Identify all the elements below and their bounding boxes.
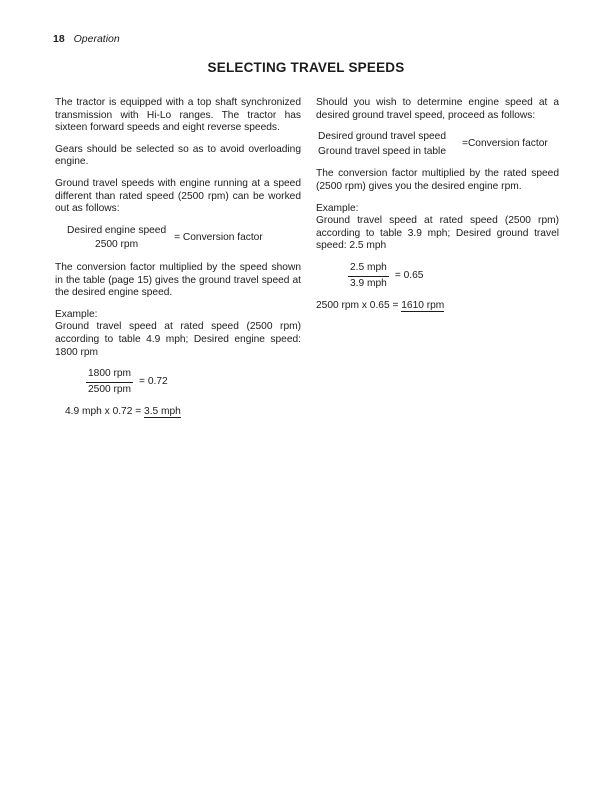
fraction-denominator: 2500 rpm (95, 239, 139, 251)
fraction (65, 225, 168, 252)
fraction (316, 131, 448, 158)
left-column (55, 97, 301, 419)
example-text: Ground travel speed at rated speed (2500 rpm) according to table 3.9 mph; Desired ground travel speed: 2.5 mph (316, 215, 559, 252)
paragraph: Ground travel speeds with engine running at a speed different than rated speed (2500 rpm) can be worked out as follows: (55, 177, 301, 215)
calculation-result: 3.5 mph (144, 406, 181, 418)
calculation-expression: 4.9 mph x 0.72 = (65, 406, 142, 418)
page-title: SELECTING TRAVEL SPEEDS (207, 60, 405, 75)
fraction (348, 262, 389, 290)
formula-result: =Conversion factor (462, 138, 548, 150)
example-text: Ground travel speed at rated speed (2500 rpm) according to table 4.9 mph; Desired engine speed: 1800 rpm (55, 321, 301, 358)
example-formula (348, 262, 559, 290)
formula-result: = Conversion factor (174, 232, 263, 244)
fraction-numerator: 1800 rpm (86, 368, 133, 383)
calculation (316, 300, 559, 313)
fraction-denominator: Ground travel speed in table (318, 145, 446, 157)
section-name: Operation (73, 33, 120, 45)
fraction-numerator: 2.5 mph (348, 262, 389, 277)
calculation-result: 1610 rpm (401, 300, 445, 312)
conversion-formula (316, 131, 559, 158)
example-label: Example: (316, 202, 359, 214)
formula-result: = 0.72 (139, 375, 168, 387)
fraction-denominator: 2500 rpm (88, 383, 132, 395)
page-number: 18 (53, 33, 65, 45)
right-column (316, 97, 559, 313)
page-header (53, 33, 120, 45)
fraction-numerator: Desired ground travel speed (318, 131, 446, 143)
conversion-formula (65, 225, 301, 252)
paragraph: Gears should be selected so as to avoid overloading engine. (55, 143, 301, 168)
calculation-expression: 2500 rpm x 0.65 = (316, 300, 399, 312)
paragraph: The conversion factor multiplied by the speed shown in the table (page 15) gives the ground travel speed at the desired engine speed. (55, 261, 301, 299)
example-formula (86, 368, 301, 396)
fraction-numerator: Desired engine speed (67, 224, 167, 236)
paragraph: The tractor is equipped with a top shaft synchronized transmission with Hi-Lo ranges. The tractor has sixteen forward speeds and eight reverse speeds. (55, 97, 301, 134)
calculation (65, 406, 301, 419)
fraction-denominator: 3.9 mph (350, 277, 387, 289)
fraction (86, 368, 133, 396)
paragraph: Should you wish to determine engine speed at a desired ground travel speed, proceed as follows: (316, 97, 559, 121)
example-label: Example: (55, 308, 98, 320)
formula-result: = 0.65 (394, 269, 424, 281)
paragraph: The conversion factor multiplied by the rated speed (2500 rpm) gives you the desired engine rpm. (316, 168, 559, 192)
